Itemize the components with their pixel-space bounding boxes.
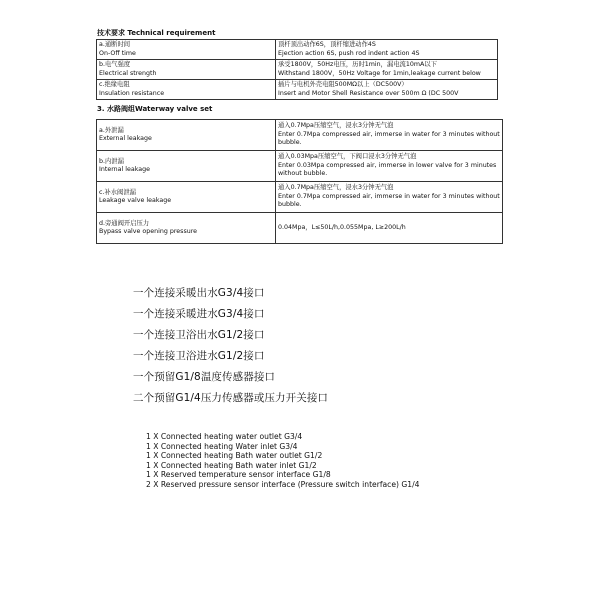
external-leakage-value: 通入0.7Mpa压缩空气，浸水3分钟无气泡 Enter 0.7Mpa compressed air, immerse in water for 3 minutes without bubble.	[276, 120, 503, 151]
bypass-valve-pressure-value: 0.04Mpa，L≤50L/h,0.055Mpa, L≥200L/h	[276, 213, 503, 244]
electrical-strength-label: b.电气强度 Electrical strength	[97, 60, 276, 80]
insulation-resistance-value: 插片与电机外壳电阻500MΩ以上（DC500V） Insert and Motor Shell Resistance over 500m Ω (DC 500V	[276, 80, 498, 100]
external-leakage-label: a.外泄漏 External leakage	[97, 120, 276, 151]
table-row	[97, 213, 503, 244]
table-row	[97, 151, 503, 182]
list-item: 一个连接采暖进水G3/4接口	[133, 308, 265, 320]
list-item: 一个连接采暖出水G3/4接口	[133, 287, 265, 299]
insulation-resistance-label: c.绝缘电阻 Insulation resistance	[97, 80, 276, 100]
on-off-time-value: 顶杆顶出动作6S，顶杆缩进动作4S Ejection action 6S, push rod indent action 4S	[276, 40, 498, 60]
waterway-valve-table	[96, 119, 503, 244]
table-row	[97, 40, 498, 60]
interfaces-list-english	[146, 432, 420, 490]
list-item: 一个连接卫浴出水G1/2接口	[133, 329, 265, 341]
electrical-strength-value: 承受1800V，50Hz电压，历时1min，漏电流10mA以下 Withstand 1800V，50Hz Voltage for 1min,leakage current below	[276, 60, 498, 80]
internal-leakage-value: 通入0.03Mpa压缩空气，下阀口浸水3分钟无气泡 Enter 0.03Mpa compressed air, immerse in lower valve for 3 minutes without bubble.	[276, 151, 503, 182]
table-row	[97, 80, 498, 100]
list-item: 1 X Connected heating Water inlet G3/4	[146, 441, 298, 451]
list-item: 1 X Connected heating Bath water outlet G1/2	[146, 451, 323, 461]
table-row	[97, 120, 503, 151]
list-item: 一个预留G1/8温度传感器接口	[133, 371, 276, 383]
leakage-valve-leakage-label: c.补水阀泄漏 Leakage valve leakage	[97, 182, 276, 213]
table-row	[97, 60, 498, 80]
bypass-valve-pressure-label: d.旁通阀开启压力 Bypass valve opening pressure	[97, 213, 276, 244]
waterway-valve-set-title: 3. 水路阀组Waterway valve set	[97, 105, 213, 113]
list-item: 2 X Reserved pressure sensor interface (Pressure switch interface) G1/4	[146, 479, 420, 489]
technical-requirement-title: 技术要求 Technical requirement	[97, 29, 216, 37]
list-item: 1 X Connected heating Bath water inlet G1/2	[146, 460, 317, 470]
leakage-valve-leakage-value: 通入0.7Mpa压缩空气，浸水3分钟无气泡 Enter 0.7Mpa compressed air, immerse in water for 3 minutes without bubble.	[276, 182, 503, 213]
list-item: 1 X Connected heating water outlet G3/4	[146, 432, 303, 441]
internal-leakage-label: b.内泄漏 Internal leakage	[97, 151, 276, 182]
on-off-time-label: a.通断时间 On-Off time	[97, 40, 276, 60]
table-row	[97, 182, 503, 213]
list-item: 1 X Reserved temperature sensor interface G1/8	[146, 470, 331, 480]
technical-requirement-table	[96, 39, 498, 100]
list-item: 二个预留G1/4压力传感器或压力开关接口	[133, 392, 329, 404]
interfaces-list-chinese	[133, 283, 328, 409]
list-item: 一个连接卫浴进水G1/2接口	[133, 350, 265, 362]
